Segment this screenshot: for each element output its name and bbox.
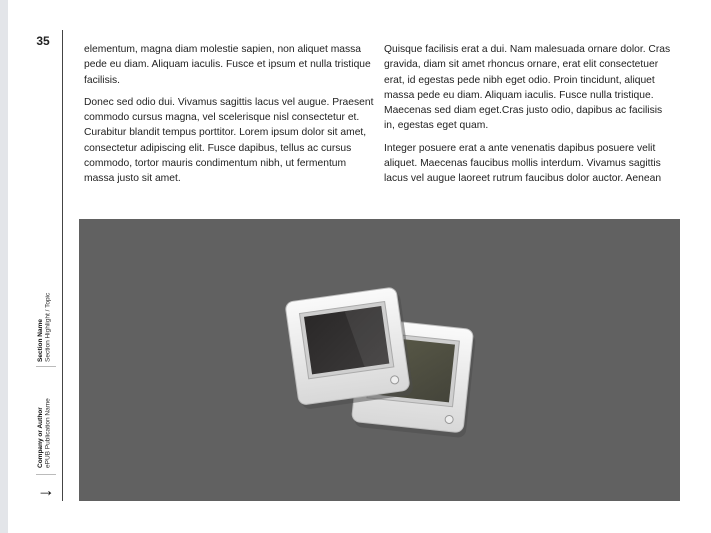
section-highlight: Section Highlight / Topic — [44, 292, 52, 362]
author-name: Company or Author — [37, 407, 44, 468]
publication-label — [37, 390, 57, 468]
paragraph: elementum, magna diam molestie sapien, non aliquet massa pede eu diam. Aliquam iaculis. Fusce et ipsum et nulla tristique facilisis. — [84, 44, 371, 86]
left-edge-strip — [0, 0, 8, 533]
publication-name: ePUB Publication Name — [44, 398, 52, 468]
section-name: Section Name — [37, 319, 44, 362]
text-column-left — [84, 42, 374, 194]
arrow-right-icon[interactable]: → — [37, 480, 55, 500]
photo-slides-icon — [79, 219, 680, 501]
paragraph: Quisque facilisis erat a dui. Nam malesuada ornare dolor. Cras gravida, diam sit amet rhoncus ornare, erat elit consectetuer erat, id egestas pede nibh eget odio. Proin tincidunt, aliquet massa pede eu diam. Aliquam iaculis. Fusce nulla tristique. Maecenas sed diam eget.Cras justo odio, dapibus ac facilisis in, egestas eget quam. — [384, 44, 671, 132]
sidebar-separator — [36, 366, 56, 367]
section-label — [37, 280, 57, 362]
page-number: 35 — [36, 34, 50, 48]
paragraph: Integer posuere erat a ante venenatis dapibus posuere velit aliquet. Maecenas faucibus mollis interdum. Vivamus sagittis lacus vel augue laoreet rutrum faucibus dolor auctor. Aenean — [384, 142, 662, 185]
sidebar-separator — [36, 474, 56, 475]
image-placeholder — [79, 219, 680, 501]
sidebar-divider — [62, 30, 63, 501]
text-column-right — [384, 42, 674, 194]
paragraph: Donec sed odio dui. Vivamus sagittis lacus vel augue. Praesent commodo cursus magna, vel scelerisque nisl consectetur et. Curabitur blandit tempus porttitor. Lorem ipsum dolor sit amet, consectetur adipiscing elit. Fusce dapibus, tellus ac cursus commodo, tortor mauris condimentum nibh, ut fermentum massa justo sit amet. — [84, 96, 374, 185]
